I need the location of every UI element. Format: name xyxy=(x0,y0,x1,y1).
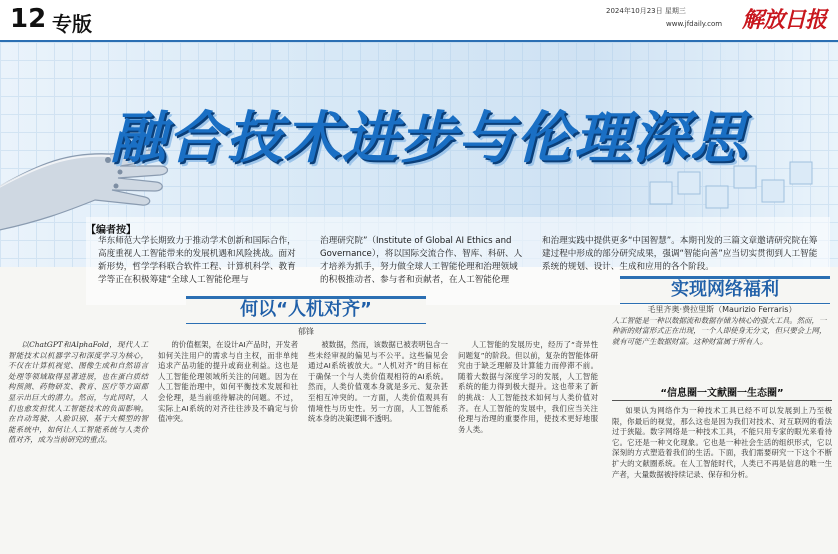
column-text: 以ChatGPT和AlphaFold，现代人工智能技术以机器学习和深度学习为核心，不仅在计算机视觉、图像生成和自然语言处理等领域取得显著进展，也在蛋白质结构预测、药物研发、教育、医疗等方面都显示出巨大的潜力。然而，与此同时，人们也愈发担忧人工智能技术的负面影响。在自动驾驶、人脸识别、基于大模型的智能系统中，如何让人工智能系统与人类价值对齐，成为当前研究的重点。 xyxy=(8,340,148,445)
editor-note-label: 【编者按】 xyxy=(86,225,136,236)
article-author: 毛里齐奥·费拉里斯（Maurizio Ferraris） xyxy=(647,305,797,314)
editor-note-column: 和治理实践中提供更多“中国智慧”。本期刊发的三篇文章邀请研究院在筹建过程中形成的部分研究成果，强调“智能向善”应当切实贯彻到人工智能系统的规划、设计、生成和应用的各个阶段。 xyxy=(542,236,818,272)
newspaper-logo: 解放日报 xyxy=(742,7,827,33)
article-author: 郁锋 xyxy=(298,327,314,336)
article-column xyxy=(158,340,298,552)
masthead xyxy=(0,0,838,42)
article-column xyxy=(8,340,148,552)
issue-date: 2024年10月23日 星期三 xyxy=(606,7,686,15)
section-name: 专版 xyxy=(52,12,92,36)
feature-title: 融合技术进步与伦理深思 xyxy=(110,106,748,171)
article-intro: 人工智能是一种以数据流和数据存储为核心的强大工具。然而，一种新的财富形式正在出现，一个人即使身无分文，但只要会上网，就有可能产生数据财富。这种财富属于所有人。 xyxy=(612,316,827,346)
article-column xyxy=(458,340,598,552)
column-text: 被数据，然而，该数据已被表明包含一些未经审视的偏见与不公平。这些偏见会通过AI系统被放大。“人机对齐”的目标在于确保一个与人类价值观相符的AI系统。然而，人类价值观本身就是多元、复杂甚至相互冲突的。一方面，人类价值观具有情境性与历史性。另一方面，人工智能系统本身的决策逻辑不透明。 xyxy=(308,340,448,424)
divider xyxy=(612,400,832,401)
site-url: www.jfdaily.com xyxy=(666,20,723,28)
page-number: 12 xyxy=(10,4,47,34)
article-subheading: “信息圈一文献圈一生态圈” xyxy=(660,388,784,399)
column-text: 人工智能的发展历史，经历了“奇异性问题复”的阶段。但以前，复杂的智能体研究由于缺乏理解及计算能力而停滞不前。随着大数据与深度学习的发展，人工智能系统的能力得到极大提升。这也带来了新的挑战：人工智能技术如何与人类价值对齐。在人工智能的发展中，我们应当关注伦理与治理的重要作用，使技术更好地服务人类。 xyxy=(458,340,598,434)
article-column xyxy=(612,406,832,552)
article-heading: 何以“人机对齐” xyxy=(186,296,426,324)
editor-note-column: 华东师范大学长期致力于推动学术创新和国际合作，高度重视人工智能带来的发展机遇和风险挑战。面对新形势，哲学学科联合软件工程、计算机科学、教育学等正在积极筹建“全球人工智能伦理与 xyxy=(98,236,296,285)
banner xyxy=(0,42,838,285)
article-column xyxy=(308,340,448,552)
column-text: 的价值框架，在设计AI产品时，开发者如何关注用户的需求与自主权，而非单纯追求产品功能的提升或商业利益。这也是人工智能伦理领域所关注的问题。因为在人工智能治理中，如何平衡技术发展和社会伦理，是当前亟待解决的问题。不过，实际上AI系统的对齐往往涉及不确定与价值冲突。 xyxy=(158,340,298,424)
editor-note-column: 治理研究院”（Institute of Global AI Ethics and Governance），将以国际交流合作、智库、科研、人才培养为抓手，努力做全球人工智能伦理和治理领域的积极推动者、参与者和贡献者，在人工智能伦理 xyxy=(320,236,523,285)
column-text: 如果认为网络作为一种技术工具已经不可以发展到上乃至极限，你最后的视觉，那么这也是因为我们对技术、对互联网的看法过于狭隘。数字网络是一种技术工具，不能只用专家的眼光来看待它。它还是一种文化现象。它也是一种社会生活的组织形式，它以深刻的方式塑造着我们的生活。下面，我们需要研究一下这个不断扩大的文献圈系统。在人工智能时代，人类已不再是信息的唯一生产者，大量数据被持续记录、保存和分析。 xyxy=(612,406,832,479)
article-heading: 实现网络福利 xyxy=(620,276,830,304)
